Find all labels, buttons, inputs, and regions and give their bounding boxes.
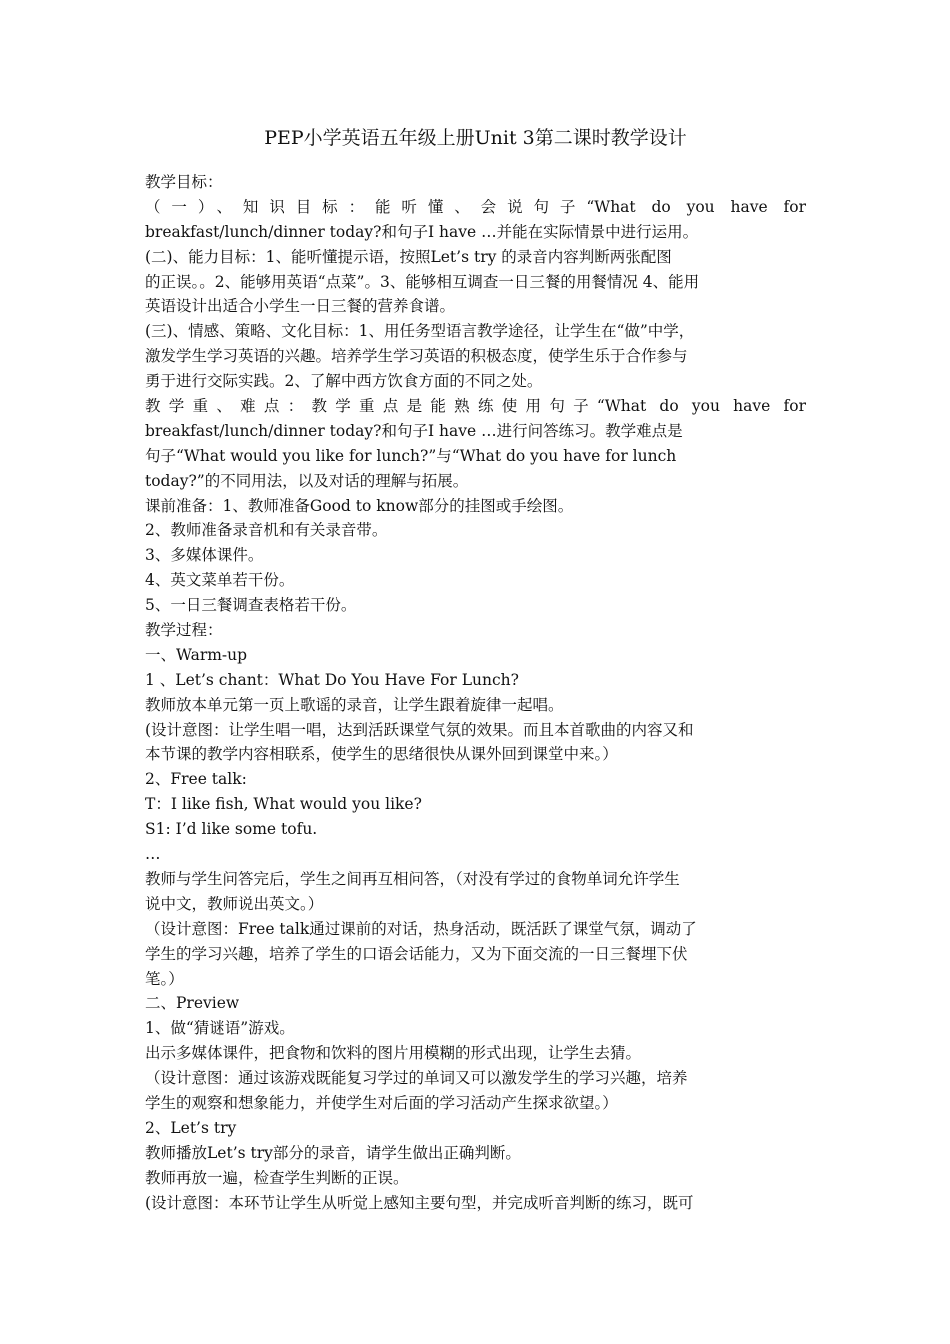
text-line: (三)、情感、策略、文化目标：1、用任务型语言教学途径，让学生在“做”中学， <box>145 322 695 341</box>
document-title: PEP小学英语五年级上册Unit 3第二课时教学设计 <box>264 127 687 149</box>
text-line: (设计意图：本环节让学生从听觉上感知主要句型，并完成听音判断的练习，既可 <box>145 1193 694 1212</box>
text-line: 的正误。。2、能够用英语“点菜”。3、能够相互调查一日三餐的用餐情况 4、能用 <box>145 272 700 291</box>
text-line: 英语设计出适合小学生一日三餐的营养食谱。 <box>145 297 456 316</box>
text-line: S1: I’d like some tofu. <box>145 820 318 839</box>
text-line: (设计意图：让学生唱一唱，达到活跃课堂气氛的效果。而且本首歌曲的内容又和 <box>145 720 694 739</box>
document-body <box>145 170 806 1215</box>
text-line: （设计意图：Free talk通过课前的对话，热身活动，既活跃了课堂气氛，调动了 <box>145 919 697 938</box>
text-line: 教师再放一遍，检查学生判断的正误。 <box>145 1168 409 1187</box>
text-line: breakfast/lunch/dinner today?和句子I have …并能在实际情景中进行运用。 <box>145 222 699 241</box>
text-line: today?”的不同用法，以及对话的理解与拓展。 <box>145 471 469 490</box>
text-line: 笔。） <box>145 969 184 988</box>
text-line: (二)、能力目标：1、能听懂提示语，按照Let’s try 的录音内容判断两张配图 <box>145 247 672 266</box>
document-page <box>145 118 806 1215</box>
text-line: 1 、Let’s chant：What Do You Have For Lunch? <box>145 670 519 689</box>
text-line: … <box>145 845 161 864</box>
text-line: （一）、知识目标：能听懂、会说句子“What do you have for <box>145 197 806 216</box>
text-line: 教学目标： <box>145 173 223 191</box>
text-line: 5、一日三餐调查表格若干份。 <box>145 596 357 615</box>
text-line: 1、做“猜谜语”游戏。 <box>145 1019 295 1038</box>
text-line: 本节课的教学内容相联系，使学生的思绪很快从课外回到课堂中来。） <box>145 745 618 764</box>
text-line: 课前准备：1、教师准备Good to know部分的挂图或手绘图。 <box>145 496 574 515</box>
text-line: 一、Warm-up <box>145 645 248 664</box>
text-line: 4、英文菜单若干份。 <box>145 571 295 590</box>
text-line: 教师播放Let’s try部分的录音，请学生做出正确判断。 <box>145 1143 521 1162</box>
text-line: 句子“What would you like for lunch?”与“What do you have for lunch <box>145 446 677 465</box>
text-line: T：I like fish, What would you like? <box>145 795 422 814</box>
text-line: 2、Let’s try <box>145 1118 237 1137</box>
text-line: 教师放本单元第一页上歌谣的录音，让学生跟着旋律一起唱。 <box>145 695 564 714</box>
text-line: breakfast/lunch/dinner today?和句子I have …进行问答练习。教学难点是 <box>145 421 683 440</box>
text-line: 教学过程： <box>145 621 223 640</box>
text-line: 3、多媒体课件。 <box>145 546 264 565</box>
text-line: 二、Preview <box>145 994 240 1013</box>
text-line: 激发学生学习英语的兴趣。培养学生学习英语的积极态度，使学生乐于合作参与 <box>145 347 688 366</box>
text-line: （设计意图：通过该游戏既能复习学过的单词又可以激发学生的学习兴趣，培养 <box>145 1069 688 1088</box>
text-line: 教学重、难点：教学重点是能熟练使用句子“What do you have for <box>145 397 806 416</box>
text-line: 2、教师准备录音机和有关录音带。 <box>145 521 388 540</box>
text-line: 勇于进行交际实践。2、了解中西方饮食方面的不同之处。 <box>145 372 543 391</box>
text-line: 2、Free talk: <box>145 770 247 789</box>
text-line: 学生的观察和想象能力，并使学生对后面的学习活动产生探求欲望。） <box>145 1093 618 1112</box>
text-line: 说中文，教师说出英文。） <box>145 894 324 913</box>
text-line: 学生的学习兴趣，培养了学生的口语会话能力，又为下面交流的一日三餐埋下伏 <box>145 944 688 963</box>
text-line: 出示多媒体课件，把食物和饮料的图片用模糊的形式出现，让学生去猜。 <box>145 1044 642 1063</box>
text-line: 教师与学生问答完后，学生之间再互相问答，（对没有学过的食物单词允许学生 <box>145 869 680 888</box>
